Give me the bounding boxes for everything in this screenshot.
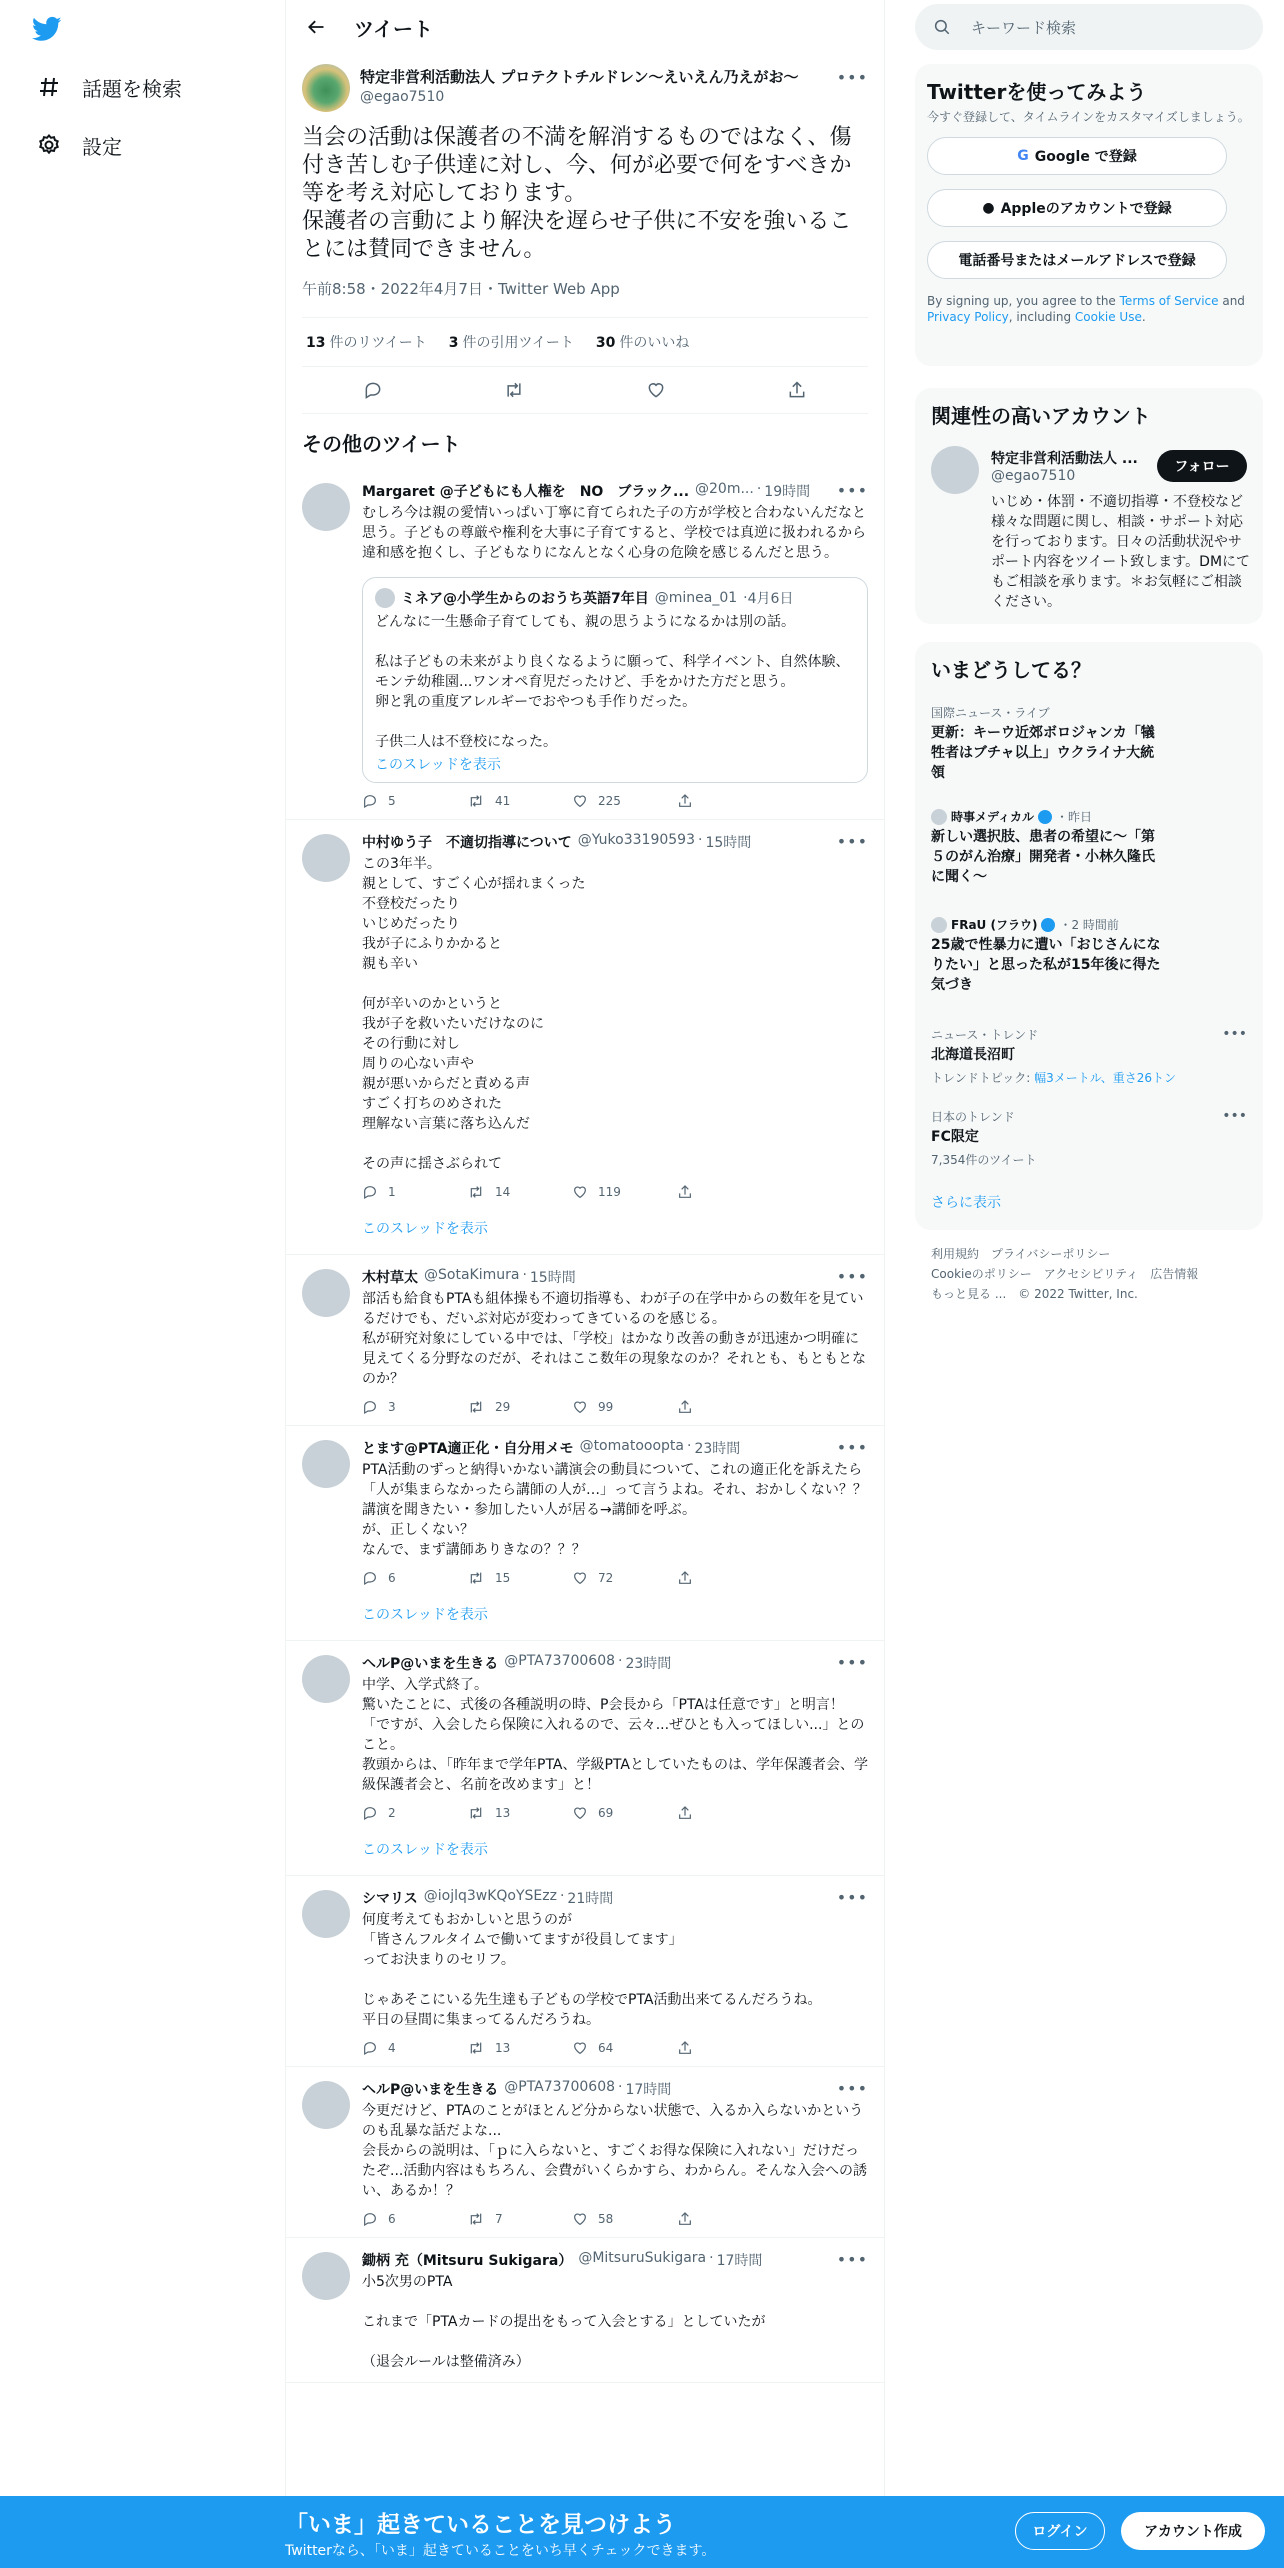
more-icon[interactable]: ••• (836, 68, 868, 87)
related-title: 関連性の高いアカウント (931, 404, 1151, 428)
tos-link[interactable]: Terms of Service (1119, 294, 1219, 308)
tweet-author-name[interactable]: Margaret @子どもにも人権を NO ブラック... (362, 484, 690, 500)
show-thread-link[interactable]: このスレッドを表示 (362, 1842, 488, 1858)
avatar[interactable] (302, 1655, 350, 1703)
separator-dot: · (697, 832, 703, 848)
share-icon (677, 2040, 703, 2056)
like-button[interactable]: 119 (572, 1184, 677, 1200)
footer-link[interactable]: 利用規約 (931, 1247, 980, 1261)
tweet-list (286, 469, 884, 2383)
quoted-author-name: ミネア@小学生からのおうち英語7年目 (401, 591, 649, 607)
tweet-time[interactable]: 19時間 (764, 484, 811, 500)
retweet-icon (467, 1805, 495, 1821)
tweet-time[interactable]: 17時間 (625, 2082, 672, 2098)
show-thread-link[interactable]: このスレッドを表示 (362, 1607, 488, 1623)
like-icon (572, 2040, 598, 2056)
tweet-actions (362, 1805, 868, 1821)
share-button[interactable] (677, 1805, 782, 1821)
like-icon (572, 1805, 598, 1821)
author-name[interactable]: 特定非営利活動法人 プロテクトチルドレン〜えいえん乃えがお〜 (360, 68, 799, 86)
tweet[interactable] (286, 1255, 884, 1426)
retweet-icon (467, 1184, 495, 1200)
separator-dot: · (618, 2079, 623, 2095)
share-icon (677, 1570, 703, 1586)
trends-card (915, 642, 1263, 1230)
twitter-logo-icon[interactable] (30, 14, 64, 44)
avatar[interactable] (302, 834, 350, 882)
share-icon (677, 1184, 703, 1200)
like-button[interactable]: 64 (572, 2040, 677, 2056)
avatar[interactable] (302, 2081, 350, 2129)
tweet-timestamp[interactable]: 午前8:58・2022年4月7日・Twitter Web App (302, 278, 868, 318)
related-accounts-card (915, 388, 1263, 624)
footer-link[interactable]: Cookieのポリシー (931, 1267, 1032, 1281)
separator-dot: · (686, 1438, 692, 1454)
separator-dot: · (522, 1267, 527, 1283)
share-icon (677, 1399, 703, 1415)
tweet-time[interactable]: 15時間 (529, 1270, 576, 1286)
more-icon[interactable]: ••• (836, 1653, 868, 1672)
banner-subtitle: Twitterなら、「いま」起きていることをいち早くチェックできます。 (285, 2543, 716, 2559)
tweet-actions (362, 2040, 868, 2056)
like-button[interactable]: 99 (572, 1399, 677, 1415)
tweet-author-handle[interactable]: @PTA73700608 (504, 1653, 616, 1669)
page-title: ツイート (354, 16, 433, 41)
reply-button[interactable]: 4 (362, 2040, 467, 2056)
share-button[interactable] (677, 1399, 782, 1415)
share-button[interactable] (677, 2211, 782, 2227)
follow-button[interactable]: フォロー (1157, 450, 1247, 482)
retweet-icon (467, 1570, 495, 1586)
more-icon[interactable]: ••• (836, 2079, 868, 2098)
more-icon[interactable]: ••• (836, 832, 868, 851)
tweet-text: 当会の活動は保護者の不満を解消するものではなく、傷付き苦しむ子供達に対し、今、何が必要で何をすべきか等を考え対応しております。 保護者の言動により解決を遅らせ子供に不安を強いることには賛同できません。 (302, 125, 852, 262)
tweet-author-handle[interactable]: @MitsuruSukigara (578, 2250, 707, 2266)
verified-icon (1041, 918, 1055, 932)
separator-dot: · (756, 481, 762, 497)
tweet-author-name[interactable]: 木村草太 (362, 1270, 418, 1286)
tweet-author-handle[interactable]: @iojlq3wKQoYSEzz (423, 1888, 557, 1904)
tweet-text: むしろ今は親の愛情いっぱい丁寧に育てられた子の方が学校と合わないんだなと思う。子どもの尊厳や権利を大事に子育てすると、学校では真逆に扱われるから違和感を抱くし、子どもなりになんとなく心身の危険を感じるんだと思う。 (362, 505, 866, 561)
like-icon[interactable] (643, 377, 669, 403)
trend-item[interactable]: 日本のトレンド FC限定 7,354件のツイート ••• (931, 1108, 1247, 1167)
like-icon (572, 793, 598, 809)
trend-item[interactable]: 時事メディカル ・昨日 新しい選択肢、患者の希望に～「第５のがん治療」開発者・小林久隆氏に聞く～ (931, 810, 1155, 885)
related-bio: いじめ・体罰・不適切指導・不登校など様々な問題に関し、相談・サポート対応を行っております。日々の活動状況やサポート内容をツイート致します。DMにてもご相談を承ります。＊お気軽にご相談ください。 (991, 494, 1251, 610)
related-name[interactable]: 特定非営利活動法人 ... (991, 451, 1138, 467)
tweet-text: 部活も給食もPTAも組体操も不適切指導も、わが子の在学中からの数年を見ているだけでも、だいぶ対応が変わってきているのを感じる。 私が研究対象にしている中では、「学校」はかなり改善の動きが迅速かつ明確に見えてくる分野なのだが、それはここ数年の現象なのか？それとも、もともとなのか？ (362, 1291, 866, 1387)
like-icon (572, 2211, 598, 2227)
separator-dot: · (743, 590, 748, 606)
more-icon[interactable]: ••• (1222, 1026, 1247, 1042)
tweet-time[interactable]: 17時間 (716, 2253, 763, 2269)
related-handle[interactable]: @egao7510 (991, 468, 1076, 484)
tweet-author-name[interactable]: とます@PTA適正化・自分用メモ (362, 1441, 574, 1457)
banner-title: 「いま」起きていることを見つけよう (285, 2512, 676, 2538)
reply-icon (362, 1184, 388, 1200)
tweet-text: この3年半。 親として、すごく心が揺れまくった 不登校だったり いじめだったり 我が子にふりかかると 親も辛い 何が辛いのかというと 我が子を救いたいだけなのに その行動に対し 周りの心ない声や 親が悪いからだと責める声 すごく打ちのめされた 理解ない言葉に落ち込んだ その声に揺さぶられて (362, 856, 586, 1172)
tweet-text: 今更だけど、PTAのことがほとんど分からない状態で、入るか入らないかというのも乱暴な話だよな... 会長からの説明は、「ｐに入らないと、すごくお得な保険に入れない」だけだったぞ...活動内容はもちろん、会費がいくらかすら、わからん。そんな入会への誘い、あるか！？ (362, 2103, 868, 2199)
tweet-actions (362, 793, 868, 809)
reply-button[interactable]: 6 (362, 1570, 467, 1586)
more-icon[interactable]: ••• (836, 1438, 868, 1457)
tweet[interactable] (286, 1876, 884, 2067)
like-button[interactable]: 225 (572, 793, 677, 809)
focused-tweet (286, 54, 884, 414)
show-thread-link[interactable]: このスレッドを表示 (362, 1221, 488, 1237)
share-icon[interactable] (784, 377, 810, 403)
author-handle[interactable]: @egao7510 (360, 89, 445, 105)
retweet-icon (467, 1399, 495, 1415)
retweet-button[interactable]: 29 (467, 1399, 572, 1415)
nav-settings-label: 設定 (82, 134, 122, 159)
avatar[interactable] (302, 483, 350, 531)
avatar[interactable] (302, 1890, 350, 1938)
apple-signup-button[interactable]: ● Appleのアカウントで登録 (927, 189, 1227, 227)
retweet-count[interactable]: 13 件のリツイート (306, 335, 427, 351)
nav-explore-label: 話題を検索 (82, 76, 182, 101)
reply-icon[interactable] (360, 377, 386, 403)
retweet-button[interactable]: 15 (467, 1570, 572, 1586)
hashtag-icon (34, 72, 64, 102)
quoted-author-handle: @minea_01 (654, 590, 738, 606)
tweet-actions (362, 1399, 868, 1415)
tweet-text: 中学、入学式終了。 驚いたことに、式後の各種説明の時、P会長から「PTAは任意です」と明言！「ですが、入会したら保険に入れるので、云々...ぜひとも入ってほしい...」とのこと。 教頭からは、「昨年まで学年PTA、学級PTAとしていたものは、学年保護者会、学級保護者会と、名前を改めます」と！ (362, 1677, 868, 1793)
tweet-author-handle[interactable]: @20m... (695, 481, 754, 497)
tweet-author-name[interactable]: シマリス (362, 1891, 418, 1907)
tweet-time[interactable]: 23時間 (625, 1656, 672, 1672)
retweet-button[interactable]: 14 (467, 1184, 572, 1200)
avatar[interactable] (302, 1269, 350, 1317)
section-title: その他のツイート (302, 432, 461, 456)
google-signup-button[interactable]: G Google で登録 (927, 137, 1227, 175)
nav-settings[interactable] (34, 130, 122, 160)
tweet-actions (362, 1184, 868, 1200)
gear-icon (34, 130, 64, 160)
reply-icon (362, 2040, 388, 2056)
tweet-author-name[interactable]: ヘルP@いまを生きる (362, 1656, 499, 1672)
signup-banner (0, 2496, 1284, 2568)
reply-button[interactable]: 6 (362, 2211, 467, 2227)
avatar[interactable] (302, 2252, 350, 2300)
footer-links (931, 1244, 1198, 1304)
like-count[interactable]: 30 件のいいね (595, 335, 690, 351)
cookie-link[interactable]: Cookie Use (1074, 310, 1142, 324)
footer-link[interactable]: アクセシビリティ (1043, 1267, 1139, 1281)
tweet-author-name[interactable]: 鋤柄 充（Mitsuru Sukigara） (362, 2253, 573, 2269)
retweet-icon (467, 2040, 495, 2056)
signup-title: Twitterを使ってみよう (927, 80, 1147, 104)
retweet-button[interactable]: 41 (467, 793, 572, 809)
like-icon (572, 1570, 598, 1586)
search-placeholder: キーワード検索 (971, 18, 1077, 37)
quoted-time: 4月6日 (747, 591, 794, 607)
more-icon[interactable]: ••• (836, 481, 868, 500)
share-icon (677, 1805, 703, 1821)
more-icon[interactable]: ••• (836, 1267, 868, 1286)
like-button[interactable]: 58 (572, 2211, 677, 2227)
back-arrow-icon[interactable] (302, 13, 330, 41)
page-header (286, 0, 884, 54)
retweet-button[interactable]: 7 (467, 2211, 572, 2227)
tweet[interactable] (286, 2067, 884, 2238)
separator-dot: · (559, 1888, 565, 1904)
separator-dot: · (709, 2250, 714, 2266)
left-sidebar (0, 0, 285, 2568)
like-icon (572, 1184, 598, 1200)
retweet-icon[interactable] (501, 377, 527, 403)
search-input[interactable] (915, 4, 1263, 50)
signup-card (915, 64, 1263, 366)
verified-icon (1038, 810, 1052, 824)
tweet-actions (302, 367, 868, 414)
tweet-author-handle[interactable]: @PTA73700608 (504, 2079, 616, 2095)
quote-count[interactable]: 3 件の引用ツイート (448, 335, 574, 351)
reply-icon (362, 1570, 388, 1586)
main-column (285, 0, 885, 2568)
share-button[interactable] (677, 1570, 782, 1586)
reply-button[interactable]: 1 (362, 1184, 467, 1200)
retweet-icon (467, 2211, 495, 2227)
tweet[interactable] (286, 820, 884, 1255)
tweet-stats (302, 318, 868, 367)
tweet-text: 小5次男のPTA これまで「PTAカードの提出をもって入会とする」としていたが （退会ルールは整備済み） (362, 2274, 766, 2370)
trend-item[interactable]: 国際ニュース・ライブ 更新：キーウ近郊ボロジャンカ「犠牲者はブチャ以上」ウクライナ大統領 (931, 706, 1155, 781)
reply-button[interactable]: 5 (362, 793, 467, 809)
show-more-link[interactable]: さらに表示 (931, 1195, 1001, 1211)
footer-link[interactable]: プライバシーポリシー (991, 1247, 1111, 1261)
apple-icon: ● (982, 200, 995, 216)
retweet-icon (467, 793, 495, 809)
tweet-actions (362, 1570, 868, 1586)
more-icon[interactable]: ••• (1222, 1108, 1247, 1124)
separator-dot: · (618, 1653, 623, 1669)
footer-link[interactable]: もっと見る ... (931, 1287, 1007, 1301)
avatar[interactable] (302, 64, 350, 112)
login-button[interactable]: ログイン (1015, 2512, 1105, 2550)
quoted-tweet[interactable] (362, 577, 868, 783)
signup-legal: By signing up, you agree to the Terms of Service and Privacy Policy, including Cookie Use. (927, 294, 1245, 324)
reply-icon (362, 793, 388, 809)
avatar[interactable] (931, 446, 979, 494)
reply-icon (362, 1805, 388, 1821)
tweet-text: PTA活動のずっと納得いかない講演会の動員について、これの適正化を訴えたら「人が集まらなかったら講師の人が…」って言うよね。それ、おかしくない？？ 講演を聞きたい・参加したい人が居る→講師を呼ぶ。 が、正しくない？ なんで、まず講師ありきなの？？？ (362, 1462, 867, 1558)
reply-icon (362, 2211, 388, 2227)
avatar (375, 588, 395, 608)
reply-button[interactable]: 3 (362, 1399, 467, 1415)
tweet[interactable] (286, 1641, 884, 1876)
privacy-link[interactable]: Privacy Policy (927, 310, 1009, 324)
reply-icon (362, 1399, 388, 1415)
source-avatar (931, 917, 947, 933)
quoted-text: どんなに一生懸命子育てしても、親の思うようになるかは別の話。 私は子どもの未来がより良くなるように願って、科学イベント、自然体験、モンテ幼稚園...ワンオペ育児だったけど、手をかけた方だと思う。 卵と乳の重度アレルギーでおやつも手作りだった。 子供二人は不登校になった。 (375, 614, 850, 750)
tweet-text: 何度考えてもおかしいと思うのが 「皆さんフルタイムで働いてますが役員してます」 ってお決まりのセリフ。 じゃあそこにいる先生達も子どもの学校でPTA活動出来てるんだろうね。 平日の昼間に集まってるんだろうね。 (362, 1912, 822, 2028)
tweet[interactable] (286, 1426, 884, 1641)
more-icon[interactable]: ••• (836, 2250, 868, 2269)
like-button[interactable]: 72 (572, 1570, 677, 1586)
footer-link[interactable]: 広告情報 (1150, 1267, 1199, 1281)
trend-item[interactable]: FRaU (フラウ) ・2 時間前 25歳で性暴力に遭い「おじさんになりたい」と思った私が15年後に得た気づき (931, 918, 1161, 993)
retweet-button[interactable]: 13 (467, 1805, 572, 1821)
like-icon (572, 1399, 598, 1415)
nav-explore[interactable] (34, 72, 182, 102)
retweet-button[interactable]: 13 (467, 2040, 572, 2056)
share-icon (677, 793, 703, 809)
tweet-time[interactable]: 15時間 (705, 835, 752, 851)
tweet-actions (362, 2211, 868, 2227)
reply-button[interactable]: 2 (362, 1805, 467, 1821)
signup-subtitle: 今すぐ登録して、タイムラインをカスタマイズしましょう。 (927, 110, 1250, 124)
share-button[interactable] (677, 2040, 782, 2056)
source-avatar (931, 809, 947, 825)
tweet-author-handle[interactable]: @tomatooopta (579, 1438, 684, 1454)
tweet-author-name[interactable]: ヘルP@いまを生きる (362, 2082, 499, 2098)
phone-signup-button[interactable]: 電話番号またはメールアドレスで登録 (927, 241, 1227, 279)
tweet[interactable] (286, 2238, 884, 2383)
more-icon[interactable]: ••• (836, 1888, 868, 1907)
signup-button[interactable]: アカウント作成 (1121, 2512, 1265, 2550)
trend-item[interactable]: ニュース・トレンド 北海道長沼町 トレンドトピック: 幅3メートル、重さ26トン ••• (931, 1026, 1247, 1085)
copyright: © 2022 Twitter, Inc. (1018, 1287, 1138, 1301)
tweet-author-handle[interactable]: @Yuko33190593 (577, 832, 695, 848)
like-button[interactable]: 69 (572, 1805, 677, 1821)
search-icon (933, 18, 951, 36)
google-icon: G (1017, 148, 1029, 164)
share-icon (677, 2211, 703, 2227)
trends-title: いまどうしてる？ (931, 658, 1091, 682)
tweet-author-handle[interactable]: @SotaKimura (424, 1267, 520, 1283)
tweet-author-name[interactable]: 中村ゆう子 不適切指導について (362, 835, 572, 851)
tweet-time[interactable]: 23時間 (694, 1441, 741, 1457)
tweet[interactable] (286, 469, 884, 820)
share-button[interactable] (677, 793, 782, 809)
show-thread-link[interactable]: このスレッドを表示 (375, 757, 501, 773)
avatar[interactable] (302, 1440, 350, 1488)
share-button[interactable] (677, 1184, 782, 1200)
tweet-time[interactable]: 21時間 (567, 1891, 614, 1907)
